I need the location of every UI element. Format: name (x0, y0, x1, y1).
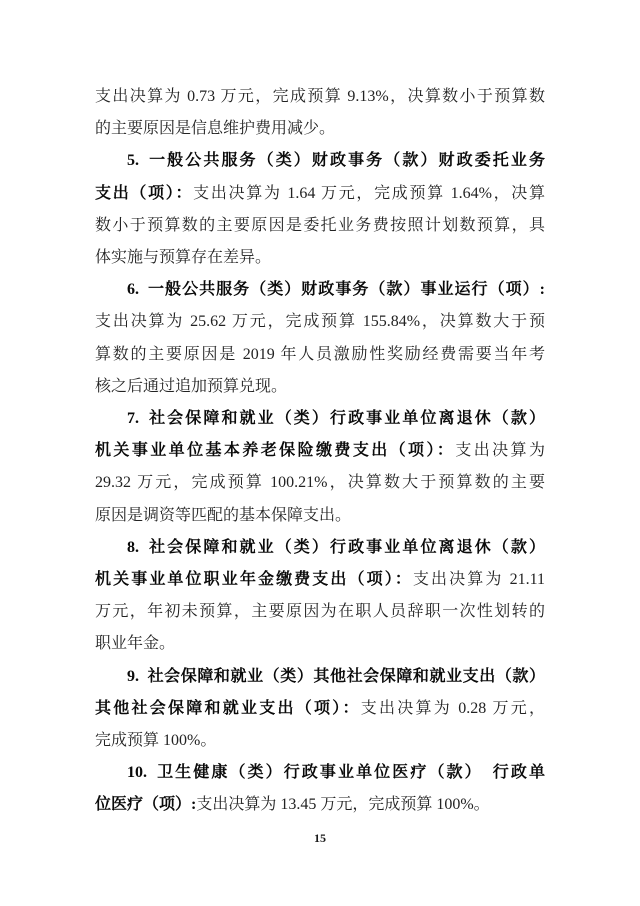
text-line (95, 371, 545, 403)
body-segment: 支出决算为 0.28 万元， (360, 699, 545, 717)
text-line (95, 178, 545, 210)
text-line (95, 339, 545, 371)
body-segment: 职业年金。 (95, 635, 176, 653)
item-8-heading-line (95, 532, 545, 564)
body-segment: 支出决算为 25.62 万元，完成预算 155.84%，决算数大于预 (95, 313, 545, 331)
text-line (95, 693, 545, 725)
heading-segment: 8. 社会保障和就业（类）行政事业单位离退休（款） (127, 538, 545, 556)
heading-segment: 6. 一般公共服务（类）财政事务（款）事业运行（项）: (127, 281, 545, 299)
item-7-heading-line (95, 403, 545, 435)
body-segment: 核之后通过追加预算兑现。 (95, 377, 288, 395)
item-9-heading-line (95, 661, 545, 693)
item-10-heading-line (95, 757, 545, 789)
heading-segment: 7. 社会保障和就业（类）行政事业单位离退休（款） (127, 410, 545, 428)
body-segment: 支出决算为 0.73 万元，完成预算 9.13%，决算数小于预算数 (95, 88, 545, 105)
item-5-heading-line (95, 145, 545, 177)
text-line (95, 210, 545, 242)
text-line (95, 113, 545, 145)
body-segment: 原因是调资等匹配的基本保障支出。 (95, 506, 352, 524)
text-line (95, 242, 545, 274)
text-line (95, 500, 545, 532)
heading-segment: 机关事业单位基本养老保险缴费支出（项）： (95, 442, 456, 460)
body-segment: 支出决算为 13.45 万元，完成预算 100%。 (196, 796, 490, 814)
text-line (95, 596, 545, 628)
body-segment: 支出决算为 (455, 442, 545, 460)
heading-segment: 10. 卫生健康（类）行政事业单位医疗（款） 行政单 (127, 764, 545, 782)
heading-segment: 9. 社会保障和就业（类）其他社会保障和就业支出（款） (127, 667, 545, 685)
text-line (95, 435, 545, 467)
text-line (95, 628, 545, 660)
text-line (95, 467, 545, 499)
heading-segment: 机关事业单位职业年金缴费支出（项）： (95, 571, 413, 589)
body-segment: 数小于预算数的主要原因是委托业务费按照计划数预算，具 (95, 216, 545, 234)
body-segment: 完成预算 100%。 (95, 732, 217, 750)
item-6-heading-line (95, 274, 545, 306)
heading-segment: 其他社会保障和就业支出（项）： (95, 699, 361, 717)
text-line (95, 306, 545, 338)
body-segment: 体实施与预算存在差异。 (95, 249, 272, 267)
text-line (95, 725, 545, 757)
heading-segment: 5. 一般公共服务（类）财政事务（款）财政委托业务 (127, 152, 545, 170)
text-line (95, 564, 545, 596)
heading-segment: 位医疗（项）: (95, 796, 197, 814)
body-segment: 支出决算为 21.11 (412, 571, 545, 589)
page-number: 15 (314, 830, 326, 845)
body-segment: 万元，年初未预算，主要原因为在职人员辞职一次性划转的 (95, 603, 545, 621)
text-line (95, 789, 545, 821)
body-segment: 支出决算为 1.64 万元，完成预算 1.64%，决算 (193, 184, 545, 202)
body-segment: 算数的主要原因是 2019 年人员激励性奖励经费需要当年考 (95, 345, 545, 363)
text-line (95, 81, 545, 113)
body-segment: 29.32 万元，完成预算 100.21%，决算数大于预算数的主要 (95, 474, 545, 492)
heading-segment: 支出（项）： (95, 184, 194, 202)
body-segment: 的主要原因是信息维护费用减少。 (95, 120, 336, 138)
